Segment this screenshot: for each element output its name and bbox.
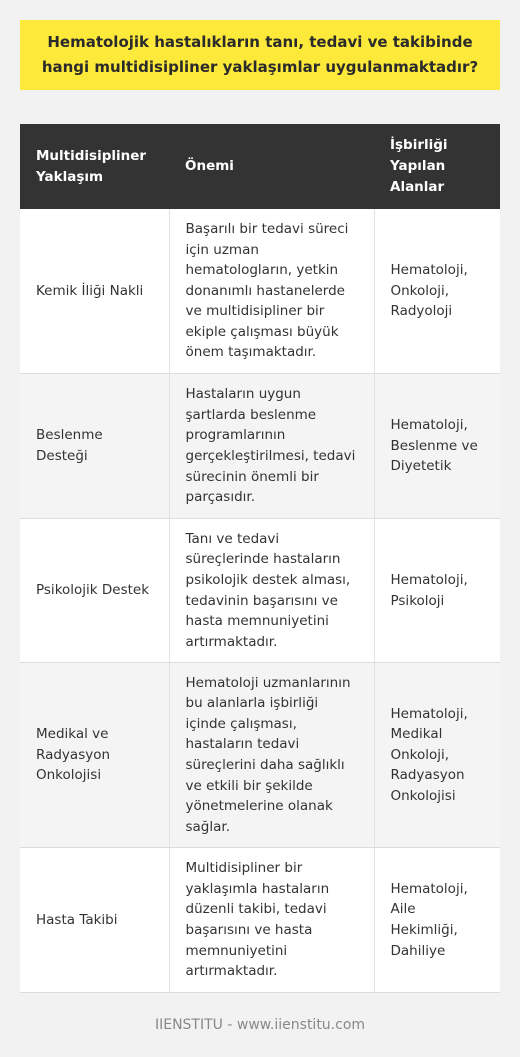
approach-cell: Kemik İliği Nakli (20, 209, 169, 374)
table-header-row (20, 124, 500, 209)
table-row (20, 519, 500, 663)
page-title: Hematolojik hastalıkların tanı, tedavi ve takibinde hangi multidisipliner yaklaşımlar uygulanmaktadır? (41, 33, 479, 76)
importance-cell: Multidisipliner bir yaklaşımla hastaların düzenli takibi, tedavi başarısını ve hasta memnuniyetini artırmaktadır. (169, 848, 374, 993)
fields-cell: Hematoloji, Onkoloji, Radyoloji (374, 209, 500, 374)
column-header-importance: Önemi (169, 124, 374, 209)
column-header-approach: Multidisipliner Yaklaşım (20, 124, 169, 209)
fields-cell: Hematoloji, Aile Hekimliği, Dahiliye (374, 848, 500, 993)
fields-cell: Hematoloji, Beslenme ve Diyetetik (374, 374, 500, 519)
fields-cell: Hematoloji, Medikal Onkoloji, Radyasyon Onkolojisi (374, 663, 500, 848)
approach-cell: Beslenme Desteği (20, 374, 169, 519)
fields-cell: Hematoloji, Psikoloji (374, 519, 500, 663)
approach-cell: Hasta Takibi (20, 848, 169, 993)
table-row (20, 848, 500, 993)
footer-credit: IIENSTITU - www.iienstitu.com (154, 1017, 366, 1033)
title-banner (20, 20, 500, 90)
column-header-fields: İşbirliği Yapılan Alanlar (374, 124, 500, 209)
table-row (20, 209, 500, 374)
table-row (20, 663, 500, 848)
importance-cell: Hematoloji uzmanlarının bu alanlarla işbirliği içinde çalışması, hastaların tedavi süreçlerini daha sağlıklı ve etkili bir şekilde yönetmelerine olanak sağlar. (169, 663, 374, 848)
importance-cell: Hastaların uygun şartlarda beslenme programlarının gerçekleştirilmesi, tedavi sürecinin önemli bir parçasıdır. (169, 374, 374, 519)
importance-cell: Tanı ve tedavi süreçlerinde hastaların psikolojik destek alması, tedavinin başarısını ve hasta memnuniyetini artırmaktadır. (169, 519, 374, 663)
table-row (20, 374, 500, 519)
approach-cell: Medikal ve Radyasyon Onkolojisi (20, 663, 169, 848)
approach-cell: Psikolojik Destek (20, 519, 169, 663)
approaches-table (20, 124, 500, 993)
importance-cell: Başarılı bir tedavi süreci için uzman hematologların, yetkin donanımlı hastanelerde ve multidisipliner bir ekiple çalışması büyük önem taşımaktadır. (169, 209, 374, 374)
